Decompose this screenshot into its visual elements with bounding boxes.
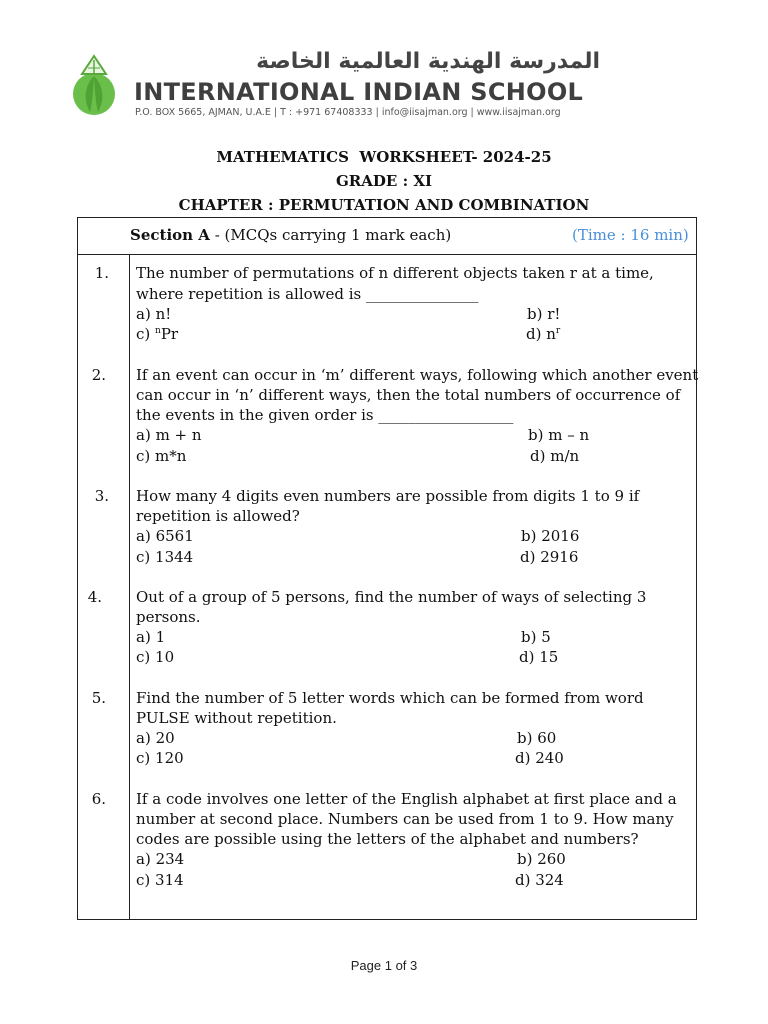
question-text: PULSE without repetition. bbox=[136, 709, 337, 727]
option-b: b) r! bbox=[527, 305, 561, 323]
option-a: a) m + n bbox=[136, 426, 202, 444]
school-logo-icon bbox=[72, 54, 116, 116]
option-c-superscript: n bbox=[155, 326, 161, 336]
question-text: How many 4 digits even numbers are possible from digits 1 to 9 if bbox=[136, 487, 640, 505]
option-d-superscript: r bbox=[555, 326, 561, 336]
option-a: a) 20 bbox=[136, 729, 175, 747]
question-text: codes are possible using the letters of the alphabet and numbers? bbox=[136, 830, 639, 848]
option-c: c) m*n bbox=[136, 447, 187, 465]
section-heading bbox=[130, 226, 451, 244]
chapter-title: CHAPTER : PERMUTATION AND COMBINATION bbox=[178, 196, 590, 214]
question-number: 6. bbox=[91, 790, 106, 808]
option-d: d) 240 bbox=[515, 749, 564, 767]
option-c: c) 120 bbox=[136, 749, 184, 767]
section-description: - (MCQs carrying 1 mark each) bbox=[209, 226, 452, 244]
question-text: Out of a group of 5 persons, find the number of ways of selecting 3 bbox=[136, 588, 647, 606]
option-a: a) 1 bbox=[136, 628, 166, 646]
school-name: INTERNATIONAL INDIAN SCHOOL bbox=[134, 78, 584, 106]
option-d: d) m/n bbox=[530, 447, 580, 465]
option-d: d) 2916 bbox=[520, 548, 579, 566]
question-number: 3. bbox=[94, 487, 109, 505]
question-text: persons. bbox=[136, 608, 201, 626]
question-text: where repetition is allowed is _______________ bbox=[136, 285, 479, 303]
option-b: b) 5 bbox=[521, 628, 551, 646]
option-d bbox=[526, 324, 560, 344]
table-header-divider bbox=[78, 254, 696, 255]
table-column-divider bbox=[129, 254, 130, 919]
question-number: 5. bbox=[91, 689, 106, 707]
option-c: c) 314 bbox=[136, 871, 184, 889]
option-a: a) n! bbox=[136, 305, 172, 323]
question-text: Find the number of 5 letter words which can be formed from word bbox=[136, 689, 644, 707]
option-c: c) 10 bbox=[136, 648, 175, 666]
grade-title: GRADE : XI bbox=[336, 172, 432, 190]
question-number: 2. bbox=[91, 366, 106, 384]
option-b: b) 260 bbox=[517, 850, 566, 868]
question-text: can occur in ‘n’ different ways, then the total numbers of occurrence of bbox=[136, 386, 681, 404]
school-name-arabic: المدرسة الهندية العالمية الخاصة bbox=[256, 49, 600, 74]
page-number: Page 1 of 3 bbox=[350, 958, 418, 973]
option-a: a) 6561 bbox=[136, 527, 194, 545]
option-a: a) 234 bbox=[136, 850, 185, 868]
question-text: If a code involves one letter of the English alphabet at first place and a bbox=[136, 790, 677, 808]
worksheet-title: MATHEMATICS WORKSHEET- 2024-25 bbox=[216, 148, 552, 166]
question-text: If an event can occur in ‘m’ different ways, following which another event bbox=[136, 366, 699, 384]
section-name: Section A bbox=[130, 226, 210, 244]
option-c: c) 1344 bbox=[136, 548, 194, 566]
question-number: 4. bbox=[87, 588, 102, 606]
school-address: P.O. BOX 5665, AJMAN, U.A.E | T : +971 67408333 | info@iisajman.org | www.iisajman.org bbox=[135, 107, 561, 118]
option-b: b) 2016 bbox=[521, 527, 580, 545]
question-number: 1. bbox=[94, 264, 109, 282]
question-text: number at second place. Numbers can be used from 1 to 9. How many bbox=[136, 810, 674, 828]
option-b: b) 60 bbox=[517, 729, 557, 747]
option-d: d) 15 bbox=[519, 648, 559, 666]
question-text: repetition is allowed? bbox=[136, 507, 300, 525]
question-text: The number of permutations of n different objects taken r at a time, bbox=[136, 264, 654, 282]
option-d: d) 324 bbox=[515, 871, 564, 889]
option-b: b) m – n bbox=[528, 426, 590, 444]
option-c-prefix: c) bbox=[136, 325, 156, 343]
option-c bbox=[136, 324, 178, 344]
option-d-prefix: d) n bbox=[526, 325, 556, 343]
option-c-rest: Pr bbox=[160, 325, 179, 343]
section-time: (Time : 16 min) bbox=[572, 226, 689, 244]
question-text: the events in the given order is __________________ bbox=[136, 406, 514, 424]
